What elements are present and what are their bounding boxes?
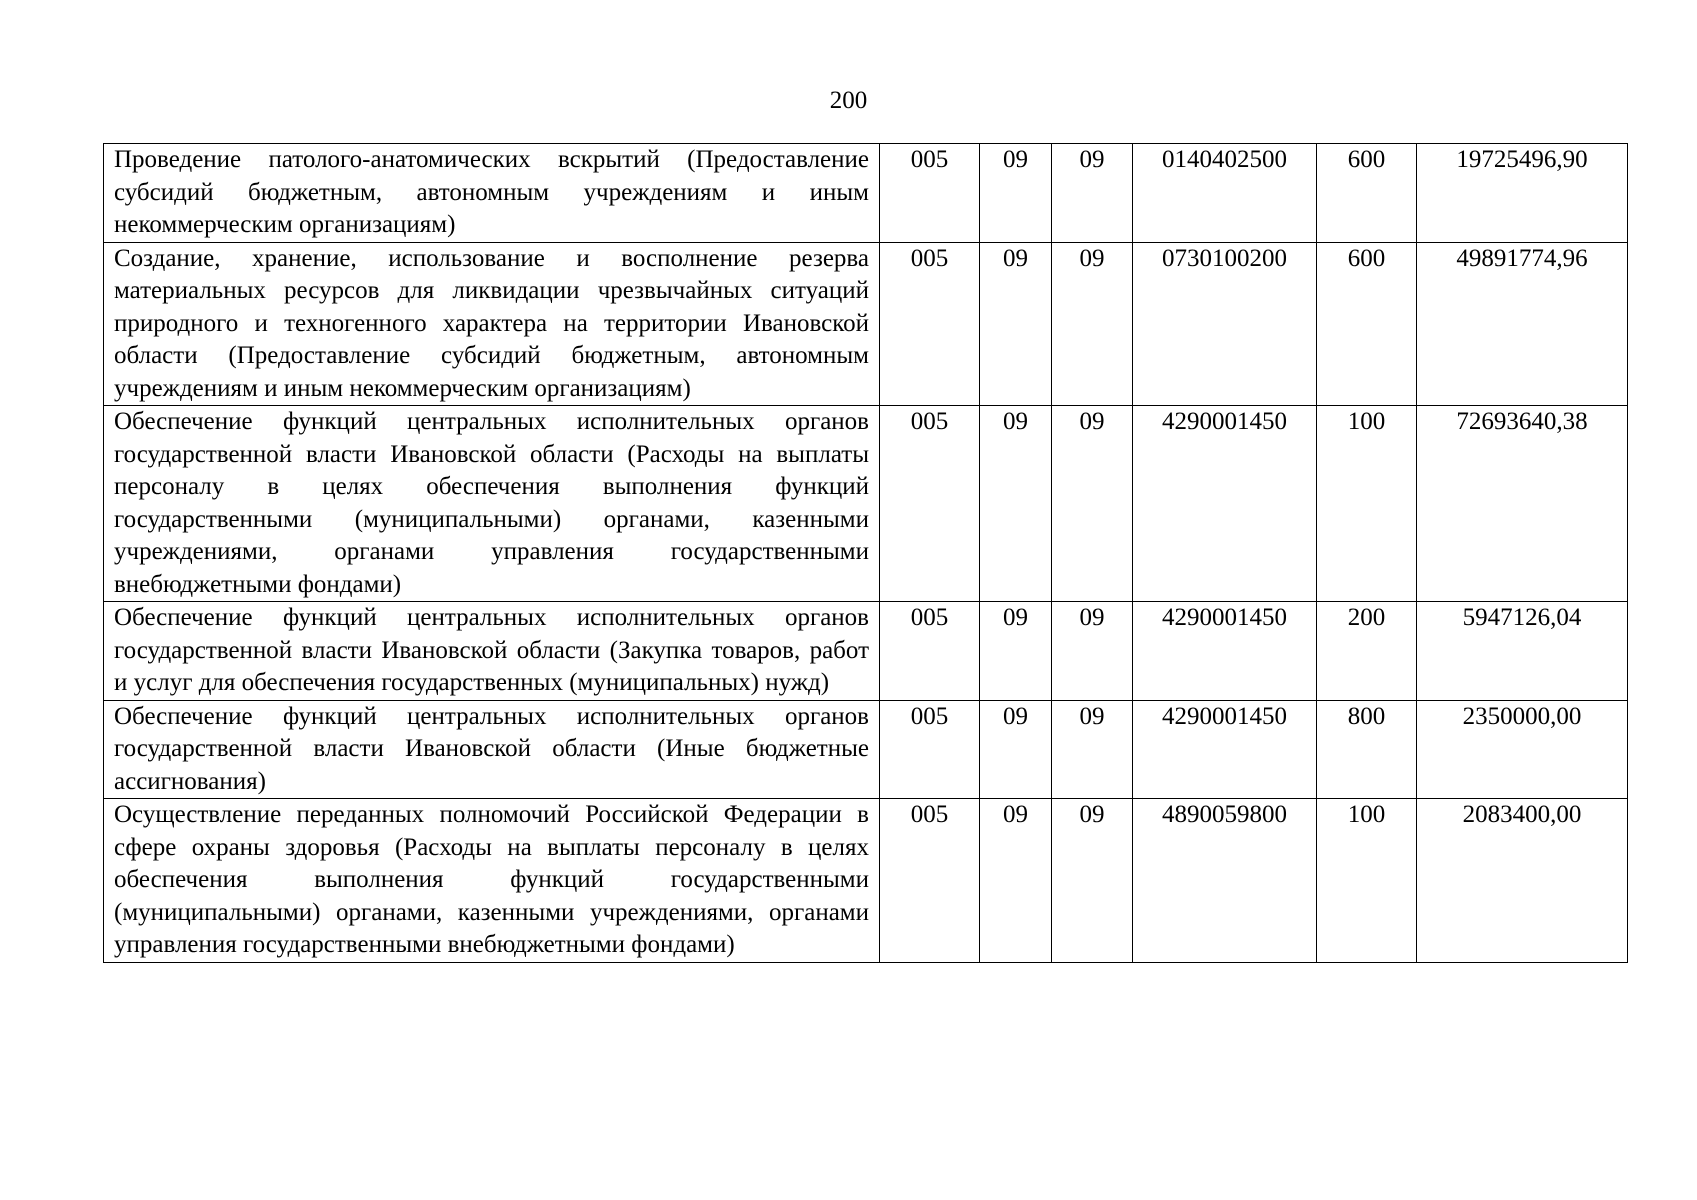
row-target-article: 4290001450: [1133, 700, 1317, 799]
row-target-article: 4890059800: [1133, 799, 1317, 963]
row-ministry-code: 005: [880, 700, 980, 799]
row-section-code: 09: [980, 242, 1052, 406]
row-expense-type: 800: [1317, 700, 1417, 799]
row-expense-type: 600: [1317, 242, 1417, 406]
row-description: Обеспечение функций центральных исполнительных органов государственной власти Ивановской области (Закупка товаров, работ и услуг для обеспечения государственных (муниципальных) нужд): [104, 602, 880, 701]
row-expense-type: 200: [1317, 602, 1417, 701]
row-amount: 2350000,00: [1417, 700, 1628, 799]
row-subsection-code: 09: [1052, 602, 1133, 701]
row-subsection-code: 09: [1052, 242, 1133, 406]
row-section-code: 09: [980, 602, 1052, 701]
row-description: Проведение патолого-анатомических вскрытий (Предоставление субсидий бюджетным, автономным учреждениям и иным некоммерческим организациям): [104, 144, 880, 243]
row-amount: 2083400,00: [1417, 799, 1628, 963]
table-row: [104, 242, 1628, 406]
row-target-article: 0730100200: [1133, 242, 1317, 406]
row-section-code: 09: [980, 799, 1052, 963]
table-row: [104, 700, 1628, 799]
row-ministry-code: 005: [880, 406, 980, 602]
table-row: [104, 406, 1628, 602]
row-ministry-code: 005: [880, 602, 980, 701]
row-target-article: 4290001450: [1133, 602, 1317, 701]
row-ministry-code: 005: [880, 144, 980, 243]
table-row: [104, 144, 1628, 243]
row-section-code: 09: [980, 700, 1052, 799]
row-subsection-code: 09: [1052, 799, 1133, 963]
row-expense-type: 100: [1317, 799, 1417, 963]
row-description: Осуществление переданных полномочий Российской Федерации в сфере охраны здоровья (Расходы на выплаты персоналу в целях обеспечения выполнения функций государственными (муниципальными) органами, казенными учреждениями, органами управления государственными внебюджетными фондами): [104, 799, 880, 963]
row-section-code: 09: [980, 406, 1052, 602]
row-description: Создание, хранение, использование и восполнение резерва материальных ресурсов для ликвидации чрезвычайных ситуаций природного и техногенного характера на территории Ивановской области (Предоставление субсидий бюджетным, автономным учреждениям и иным некоммерческим организациям): [104, 242, 880, 406]
row-expense-type: 600: [1317, 144, 1417, 243]
budget-table: [103, 143, 1628, 963]
row-description: Обеспечение функций центральных исполнительных органов государственной власти Ивановской области (Расходы на выплаты персоналу в целях обеспечения выполнения функций государственными (муниципальными) органами, казенными учреждениями, органами управления государственными внебюджетными фондами): [104, 406, 880, 602]
row-amount: 19725496,90: [1417, 144, 1628, 243]
row-target-article: 0140402500: [1133, 144, 1317, 243]
row-ministry-code: 005: [880, 799, 980, 963]
table-row: [104, 602, 1628, 701]
row-expense-type: 100: [1317, 406, 1417, 602]
row-target-article: 4290001450: [1133, 406, 1317, 602]
row-section-code: 09: [980, 144, 1052, 243]
row-subsection-code: 09: [1052, 144, 1133, 243]
row-amount: 72693640,38: [1417, 406, 1628, 602]
row-amount: 5947126,04: [1417, 602, 1628, 701]
row-subsection-code: 09: [1052, 406, 1133, 602]
row-description: Обеспечение функций центральных исполнительных органов государственной власти Ивановской области (Иные бюджетные ассигнования): [104, 700, 880, 799]
row-subsection-code: 09: [1052, 700, 1133, 799]
page-number: 200: [829, 87, 868, 114]
table-row: [104, 799, 1628, 963]
row-ministry-code: 005: [880, 242, 980, 406]
row-amount: 49891774,96: [1417, 242, 1628, 406]
